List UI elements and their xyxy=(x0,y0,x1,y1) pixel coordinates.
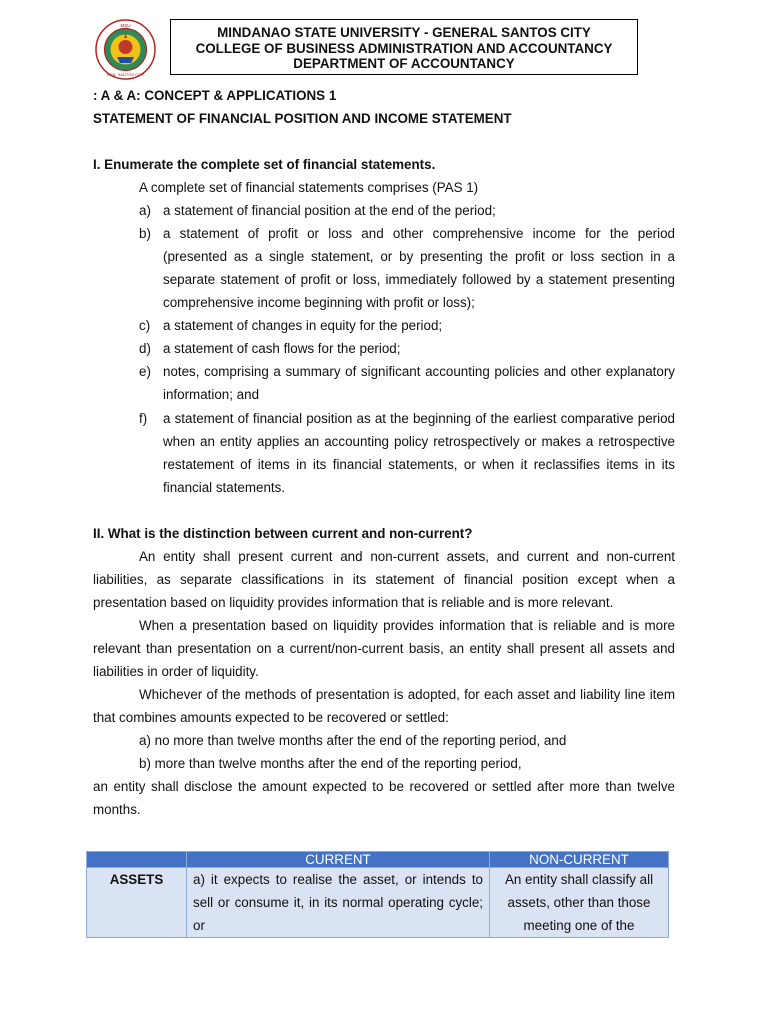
list-item-label: e) xyxy=(139,364,151,379)
svg-text:MSU: MSU xyxy=(120,23,131,28)
table-header-current: CURRENT xyxy=(187,852,490,868)
table-header-row xyxy=(87,852,669,868)
section2-heading: II. What is the distinction between current and non-current? xyxy=(93,526,473,541)
list-item-label: f) xyxy=(139,411,148,426)
cell-current: a) it expects to realise the asset, or intends to sell or consume it, in its normal operating cycle; or xyxy=(187,868,490,938)
list-item-label: a) xyxy=(139,203,151,218)
university-seal-logo xyxy=(95,19,156,80)
college-name: COLLEGE OF BUSINESS ADMINISTRATION AND ACCOUNTANCY xyxy=(195,40,613,56)
topic-title: STATEMENT OF FINANCIAL POSITION AND INCOME STATEMENT xyxy=(93,111,512,126)
list-item-label: d) xyxy=(139,341,151,356)
list-item xyxy=(139,360,675,406)
list-item-label: c) xyxy=(139,318,151,333)
paragraph: Whichever of the methods of presentation is adopted, for each asset and liability line item that combines amounts expected to be recovered or settled: xyxy=(93,687,675,725)
department-name: DEPARTMENT OF ACCOUNTANCY xyxy=(293,56,515,71)
list-item-text: a statement of changes in equity for the period; xyxy=(163,318,443,333)
sub-item-a: a) no more than twelve months after the end of the reporting period, and xyxy=(139,733,567,748)
list-item-text: a statement of financial position at the end of the period; xyxy=(163,203,496,218)
section1-heading: I. Enumerate the complete set of financial statements. xyxy=(93,157,436,172)
paragraph: an entity shall disclose the amount expected to be recovered or settled after more than twelve months. xyxy=(93,779,675,817)
cell-non-current: An entity shall classify all assets, other than those meeting one of the xyxy=(490,868,669,938)
svg-text:GEN. SANTOS CITY: GEN. SANTOS CITY xyxy=(106,72,145,77)
list-item xyxy=(139,314,675,337)
list-item-label: b) xyxy=(139,226,151,241)
table-header-blank xyxy=(87,852,187,868)
section1-intro: A complete set of financial statements comprises (PAS 1) xyxy=(139,180,479,195)
table-header-non-current: NON-CURRENT xyxy=(490,852,669,868)
list-item-text: a statement of profit or loss and other comprehensive income for the period (presented as a single statement, or by presenting the profit or loss section in a separate statement of profit or loss, immediately followed by a statement presenting comprehensive income beginning with profit or loss); xyxy=(163,226,675,310)
list-item-text: a statement of cash flows for the period; xyxy=(163,341,401,356)
list-item xyxy=(139,407,675,499)
paragraph: An entity shall present current and non-current assets, and current and non-current liabilities, as separate classifications in its statement of financial position except when a presentation based on liquidity provides information that is reliable and is more relevant. xyxy=(93,549,675,610)
list-item-text: a statement of financial position as at the beginning of the earliest comparative period when an entity applies an accounting policy retrospectively or makes a retrospective restatement of items in its financial statements, or when it reclassifies items in its financial statements. xyxy=(163,411,675,495)
sub-item-b: b) more than twelve months after the end of the reporting period, xyxy=(139,756,522,771)
table-row xyxy=(87,868,669,938)
list-item xyxy=(139,199,675,222)
university-name: MINDANAO STATE UNIVERSITY - GENERAL SANTOS CITY xyxy=(217,25,591,40)
list-item-text: notes, comprising a summary of significant accounting policies and other explanatory information; and xyxy=(163,364,675,402)
list-item xyxy=(139,222,675,314)
classification-table xyxy=(86,851,669,938)
list-item xyxy=(139,337,675,360)
institution-header xyxy=(170,19,638,75)
row-label-assets: ASSETS xyxy=(87,868,187,938)
course-title: : A & A: CONCEPT & APPLICATIONS 1 xyxy=(93,88,337,103)
paragraph: When a presentation based on liquidity provides information that is reliable and is more relevant than presentation on a current/non-current basis, an entity shall present all assets and liabilities in order of liquidity. xyxy=(93,618,675,679)
